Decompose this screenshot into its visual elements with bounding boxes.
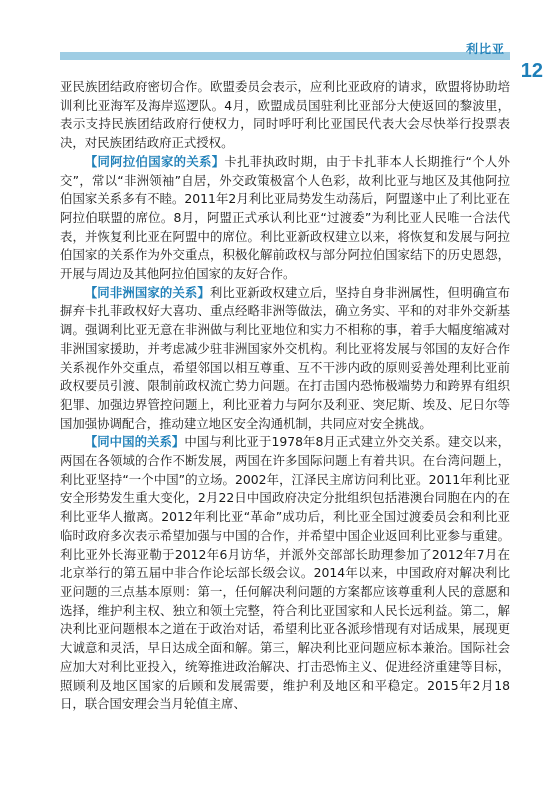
header-band: [60, 52, 510, 60]
paragraph-africa-relations: [60, 284, 510, 434]
paragraph-text: 中国与利比亚于1978年8月正式建立外交关系。建交以来，两国在各领域的合作不断发展，两国在许多国际问题上有着共识。在台湾问题上，利比亚坚持“一个中国”的立场。2002年，江泽民主席访问利比亚。2011年利比亚安全形势发生重大变化，2月22日中国政府决定分批组织包括港澳台同胞在内的在利比亚华人撤离。2012年利比亚“革命”成功后，利比亚全国过渡委员会和利比亚临时政府多次表示希望加强与中国的合作，并希望中国企业返回利比亚参与重建。利比亚外长海亚勒于2012年6月访华，并派外交部部长助理参加了2012年7月在北京举行的第五届中非合作论坛部长级会议。2014年以来，中国政府对解决利比亚问题的三点基本原则：第一，任何解决利问题的方案都应该尊重利人民的意愿和选择，维护利主权、独立和领土完整，符合利比亚国家和人民长远利益。第二，解决利比亚问题根本之道在于政治对话，希望利比亚各派珍惜现有对话成果，展现更大诚意和灵活，早日达成全面和解。第三，解决利比亚问题应标本兼治。国际社会应加大对利比亚投入，统筹推进政治解决、打击恐怖主义、促进经济重建等目标，照顾利及地区国家的后顾和发展需要，维护利及地区和平稳定。2015年2月18日，联合国安理会当月轮值主席、: [60, 434, 510, 712]
paragraph-eu-relations: [60, 78, 510, 153]
running-header-title: 利比亚: [465, 42, 505, 56]
paragraph-text: 亚民族团结政府密切合作。欧盟委员会表示，应利比亚政府的请求，欧盟将协助培训利比亚海军及海岸巡逻队。4月，欧盟成员国驻利比亚部分大使返回的黎波里，表示支持民族团结政府行使权力，同时呼吁利比亚国民代表大会尽快举行投票表决，对民族团结政府正式授权。: [60, 79, 510, 151]
paragraph-text: 卡扎菲执政时期，由于卡扎菲本人长期推行“个人外交”，常以“非洲领袖”自居，外交政策极富个人色彩，故利比亚与地区及其他阿拉伯国家关系多有不睦。2011年2月利比亚局势发生动荡后，阿盟遂中止了利比亚在阿拉伯联盟的席位。8月，阿盟正式承认利比亚“过渡委”为利比亚人民唯一合法代表，并恢复利比亚在阿盟中的席位。利比亚新政权建立以来，将恢复和发展与阿拉伯国家的关系作为外交重点，积极化解前政权与部分阿拉伯国家结下的历史恩怨，开展与周边及其他阿拉伯国家的友好合作。: [60, 153, 510, 282]
article-body: [60, 78, 510, 714]
section-heading-arab: 【同阿拉伯国家的关系】: [84, 153, 225, 169]
section-heading-africa: 【同非洲国家的关系】: [84, 284, 210, 300]
page-number: 12: [520, 60, 543, 82]
paragraph-china-relations: [60, 433, 510, 714]
section-heading-china: 【同中国的关系】: [84, 434, 185, 450]
paragraph-arab-relations: [60, 153, 510, 284]
paragraph-text: 利比亚新政权建立后，坚持自身非洲属性，但明确宣布摒弃卡扎菲政权好大喜功、重点经略非洲等做法，确立务实、平和的对非外交新基调。强调利比亚无意在非洲做与利比亚地位和实力不相称的事，着手大幅度缩减对非洲国家援助，并考虑减少驻非洲国家外交机构。利比亚将发展与邻国的友好合作关系视作外交重点，希望邻国以相互尊重、互不干涉内政的原则妥善处理利比亚前政权要员引渡、限制前政权流亡势力问题。在打击国内恐怖极端势力和跨界有组织犯罪、加强边界管控问题上，利比亚着力与阿尔及利亚、突尼斯、埃及、尼日尔等国加强协调配合，推动建立地区安全沟通机制，共同应对安全挑战。: [60, 284, 511, 431]
